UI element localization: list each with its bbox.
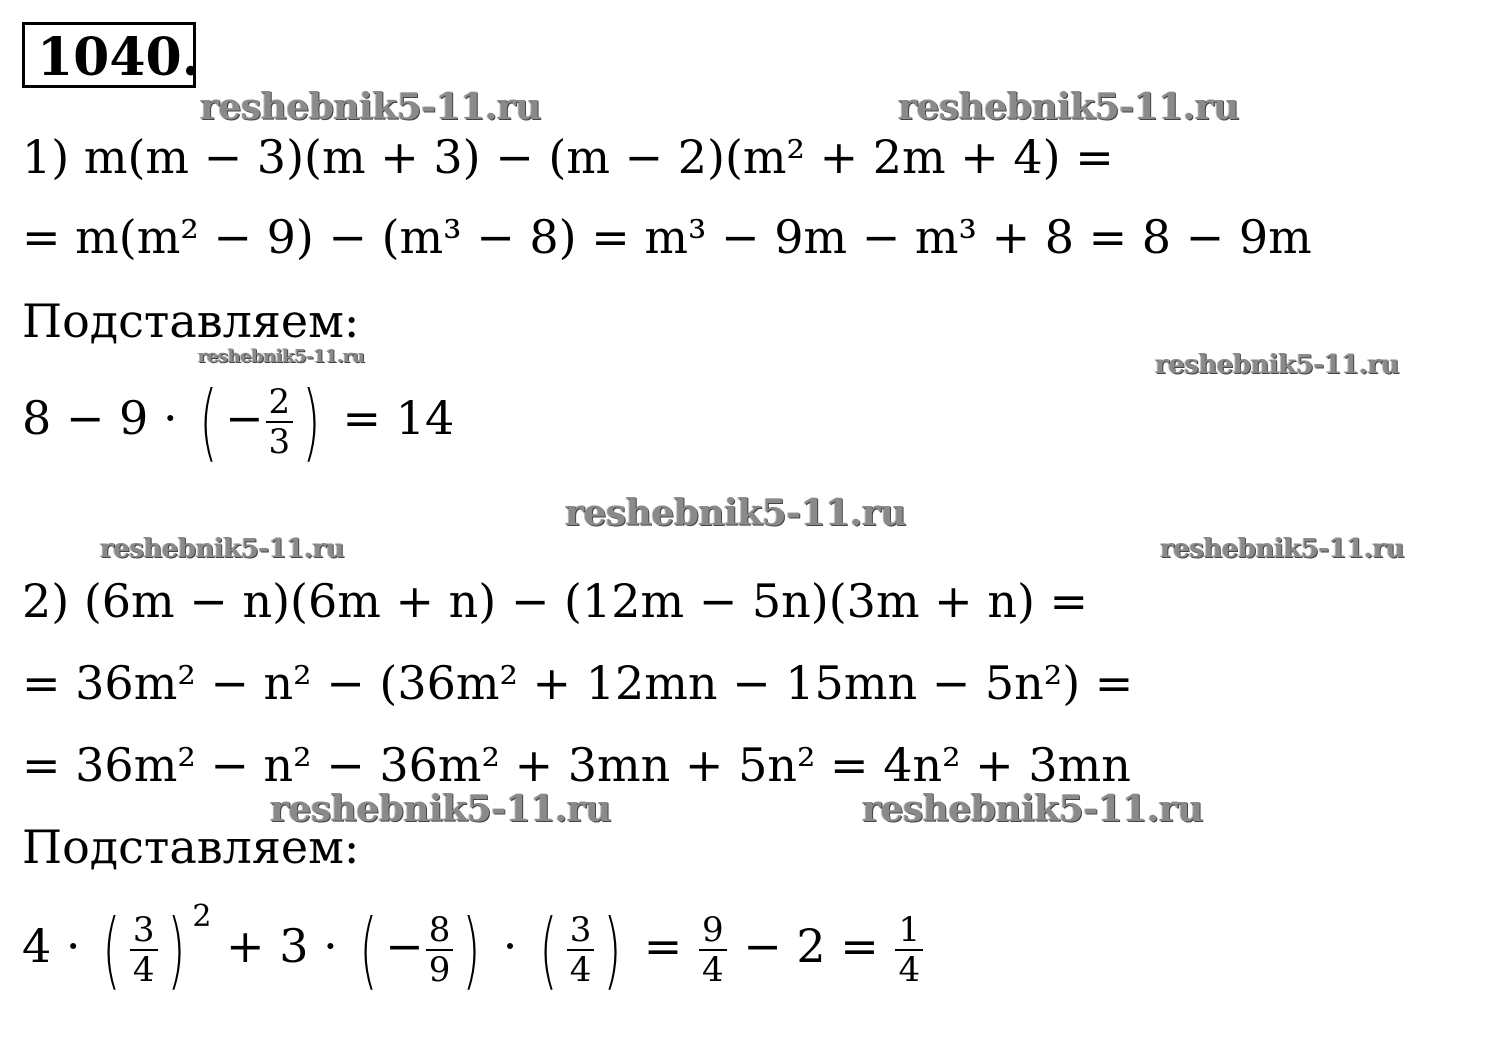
- part1-calc-prefix: 8 − 9 ·: [22, 391, 193, 445]
- frac-numerator: 1: [895, 913, 923, 951]
- part1-line2: = m(m² − 9) − (m³ − 8) = m³ − 9m − m³ + 8 = 8 − 9m: [22, 210, 1312, 264]
- watermark: reshebnik5-11.ru: [565, 492, 906, 534]
- calc-seg-1: 4 ·: [22, 919, 96, 973]
- fraction-1-4: [895, 910, 923, 990]
- part1-substitute-label: Подставляем:: [22, 294, 360, 348]
- right-paren: ): [166, 901, 185, 999]
- frac-numerator: 8: [426, 913, 454, 951]
- watermark: reshebnik5-11.ru: [100, 534, 345, 564]
- part1-calc-result: = 14: [327, 391, 455, 445]
- frac-denominator: 9: [428, 950, 451, 990]
- fraction-2-3: [266, 382, 294, 462]
- watermark: reshebnik5-11.ru: [1155, 350, 1400, 380]
- left-paren: (: [539, 901, 558, 999]
- calc-seg-3: ·: [488, 919, 532, 973]
- calc-seg-2: + 3 ·: [211, 919, 353, 973]
- right-paren: ): [603, 901, 622, 999]
- part1-line1: 1) m(m − 3)(m + 3) − (m − 2)(m² + 2m + 4) =: [22, 130, 1114, 184]
- watermark: reshebnik5-11.ru: [200, 86, 541, 128]
- watermark: reshebnik5-11.ru: [270, 788, 611, 830]
- part2-line3: = 36m² − n² − 36m² + 3mn + 5n² = 4n² + 3mn: [22, 738, 1131, 792]
- frac-denominator: 3: [268, 422, 291, 462]
- exponent: 2: [192, 899, 212, 934]
- problem-number: 1040.: [37, 27, 200, 88]
- left-paren: (: [199, 373, 218, 471]
- fraction-3-4: [567, 910, 595, 990]
- minus-sign: −: [224, 391, 264, 445]
- left-paren: (: [102, 901, 121, 999]
- part2-substitute-label: Подставляем:: [22, 820, 360, 874]
- frac-numerator: 2: [266, 385, 294, 423]
- part2-line1: 2) (6m − n)(6m + n) − (12m − 5n)(3m + n) =: [22, 574, 1089, 628]
- calc-seg-4: =: [629, 919, 697, 973]
- frac-denominator: 4: [569, 950, 592, 990]
- frac-denominator: 4: [132, 950, 155, 990]
- frac-denominator: 4: [701, 950, 724, 990]
- part1-calculation: [22, 373, 455, 471]
- problem-number-box: [22, 22, 200, 88]
- fraction-8-9: [426, 910, 454, 990]
- fraction-9-4: [699, 910, 727, 990]
- frac-numerator: 9: [699, 913, 727, 951]
- right-paren: ): [462, 901, 481, 999]
- calc-seg-5: − 2 =: [728, 919, 894, 973]
- watermark: reshebnik5-11.ru: [198, 346, 365, 367]
- right-paren: ): [302, 373, 321, 471]
- watermark: reshebnik5-11.ru: [1160, 534, 1405, 564]
- left-paren: (: [359, 901, 378, 999]
- part2-line2: = 36m² − n² − (36m² + 12mn − 15mn − 5n²) =: [22, 656, 1134, 710]
- frac-denominator: 4: [898, 950, 921, 990]
- watermark: reshebnik5-11.ru: [898, 86, 1239, 128]
- fraction-3-4: [130, 910, 158, 990]
- part2-calculation: [22, 899, 925, 999]
- frac-numerator: 3: [567, 913, 595, 951]
- minus-sign: −: [385, 919, 424, 973]
- watermark: reshebnik5-11.ru: [862, 788, 1203, 830]
- frac-numerator: 3: [130, 913, 158, 951]
